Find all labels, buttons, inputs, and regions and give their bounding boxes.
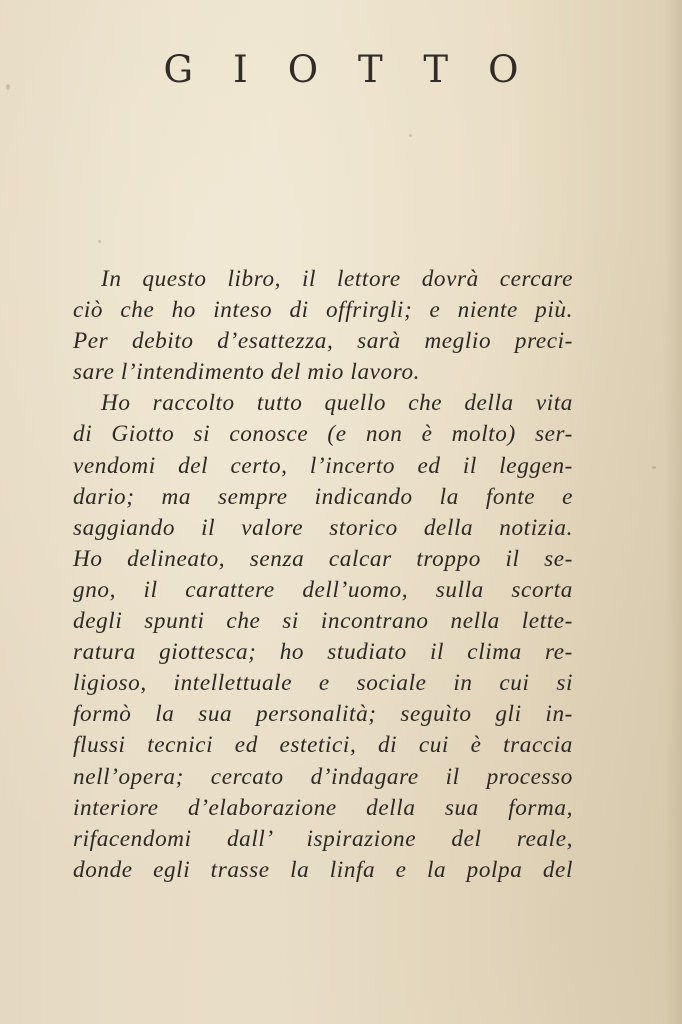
text-line: gno, il carattere dell’uomo, sulla scorta bbox=[73, 576, 573, 603]
text-line: sare l’intendimento del mio lavoro. bbox=[73, 359, 421, 386]
text-line: donde egli trasse la linfa e la polpa del bbox=[73, 856, 573, 883]
body-text bbox=[73, 264, 573, 886]
paragraph-2 bbox=[73, 388, 573, 886]
text-line: degli spunti che si incontrano nella lette- bbox=[73, 608, 573, 635]
text-line: In questo libro, il lettore dovrà cercare bbox=[101, 266, 573, 292]
text-line: di Giotto si conosce (e non è molto) ser- bbox=[73, 421, 573, 448]
text-line: ligioso, intellettuale e sociale in cui si bbox=[73, 670, 573, 697]
text-line: Per debito d’esattezza, sarà meglio preci- bbox=[73, 328, 573, 355]
text-line: flussi tecnici ed estetici, di cui è traccia bbox=[73, 732, 573, 759]
paper-speck bbox=[98, 240, 101, 243]
page-edge-shadow bbox=[664, 0, 682, 1024]
paragraph-1 bbox=[73, 264, 573, 388]
text-line: ratura giottesca; ho studiato il clima re- bbox=[73, 639, 573, 666]
text-line: formò la sua personalità; seguìto gli in- bbox=[73, 701, 573, 728]
text-line: Ho delineato, senza calcar troppo il se- bbox=[73, 545, 573, 572]
text-line: vendomi del certo, l’incerto ed il leggen- bbox=[73, 452, 573, 479]
text-line: nell’opera; cercato d’indagare il processo bbox=[73, 763, 573, 790]
text-line: dario; ma sempre indicando la fonte e bbox=[73, 483, 573, 510]
paper-speck bbox=[652, 466, 656, 469]
paper-speck bbox=[409, 134, 412, 137]
text-line: saggiando il valore storico della notizia. bbox=[73, 514, 573, 541]
text-line: Ho raccolto tutto quello che della vita bbox=[101, 390, 573, 417]
text-line: rifacendomi dall’ ispirazione del reale, bbox=[73, 825, 573, 852]
text-line: ciò che ho inteso di offrirgli; e niente più. bbox=[73, 297, 573, 324]
text-line: interiore d’elaborazione della sua forma, bbox=[73, 794, 573, 821]
page-title: GIOTTO bbox=[163, 48, 559, 91]
